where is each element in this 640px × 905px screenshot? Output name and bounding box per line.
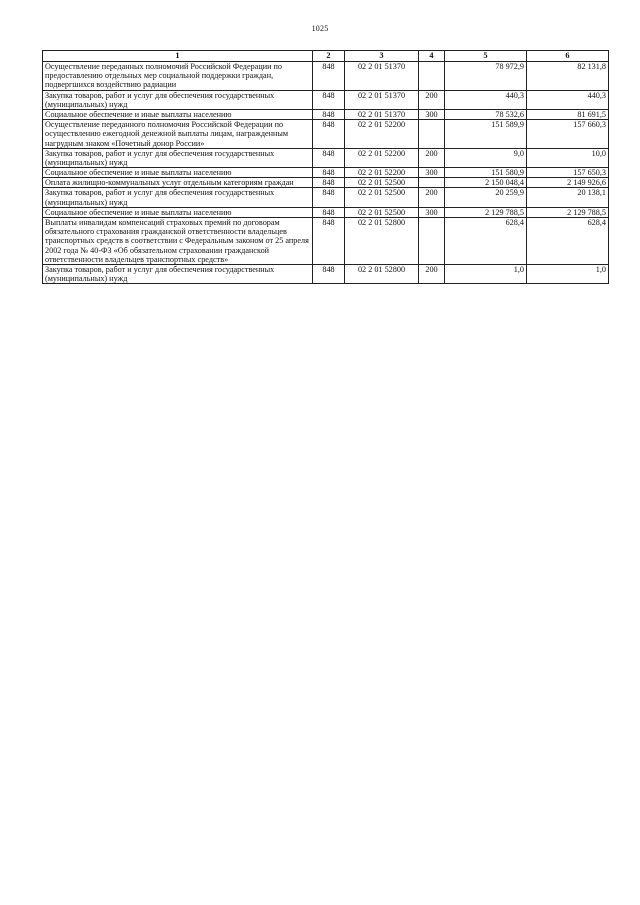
- row-ved-code-cell: 848: [313, 120, 345, 149]
- row-amount-year2-cell: 20 138,1: [527, 188, 609, 207]
- row-ved-code-cell: 848: [313, 188, 345, 207]
- table-row: [43, 90, 609, 109]
- row-amount-year2-cell: 82 131,8: [527, 62, 609, 91]
- row-amount-year1-cell: 78 972,9: [445, 62, 527, 91]
- row-ved-code-cell: 848: [313, 148, 345, 167]
- row-target-article-cell: 02 2 01 52200: [345, 168, 419, 178]
- row-name-cell: Выплаты инвалидам компенсаций страховых премий по договорам обязательного страхования гражданской ответственности владельцев транспортных средств в соответствии с Федеральным законом от 25 апреля 2002 года № 40-ФЗ «Об обязательном страховании гражданской ответственности владельцев транспортных средств»: [43, 218, 313, 265]
- row-name-cell: Закупка товаров, работ и услуг для обеспечения государственных (муниципальных) нужд: [43, 90, 313, 109]
- row-amount-year2-cell: 157 660,3: [527, 120, 609, 149]
- table-row: [43, 168, 609, 178]
- row-expense-type-cell: 200: [419, 188, 445, 207]
- row-amount-year2-cell: 81 691,5: [527, 109, 609, 119]
- row-name-cell: Закупка товаров, работ и услуг для обеспечения государственных (муниципальных) нужд: [43, 264, 313, 283]
- row-name-cell: Осуществление переданного полномочия Российской Федерации по осуществлению ежегодной денежной выплаты лицам, награжденным нагрудным знаком «Почетный донор России»: [43, 120, 313, 149]
- row-expense-type-cell: [419, 218, 445, 265]
- table-row: [43, 188, 609, 207]
- table-body: [43, 62, 609, 284]
- row-amount-year2-cell: 440,3: [527, 90, 609, 109]
- row-expense-type-cell: 200: [419, 148, 445, 167]
- table-row: [43, 178, 609, 188]
- row-ved-code-cell: 848: [313, 109, 345, 119]
- header-col-6: 6: [527, 51, 609, 62]
- header-col-4: 4: [419, 51, 445, 62]
- row-amount-year1-cell: 2 129 788,5: [445, 207, 527, 217]
- table-row: [43, 264, 609, 283]
- header-col-3: 3: [345, 51, 419, 62]
- table-row: [43, 109, 609, 119]
- row-target-article-cell: 02 2 01 52500: [345, 207, 419, 217]
- row-amount-year1-cell: 151 580,9: [445, 168, 527, 178]
- row-ved-code-cell: 848: [313, 218, 345, 265]
- row-amount-year1-cell: 9,0: [445, 148, 527, 167]
- table-row: [43, 148, 609, 167]
- row-name-cell: Оплата жилищно-коммунальных услуг отдельным категориям граждан: [43, 178, 313, 188]
- table-row: [43, 120, 609, 149]
- row-target-article-cell: 02 2 01 52200: [345, 120, 419, 149]
- row-expense-type-cell: 300: [419, 207, 445, 217]
- row-name-cell: Социальное обеспечение и иные выплаты населению: [43, 207, 313, 217]
- row-amount-year2-cell: 628,4: [527, 218, 609, 265]
- table-row: [43, 207, 609, 217]
- row-amount-year2-cell: 10,0: [527, 148, 609, 167]
- row-expense-type-cell: 300: [419, 168, 445, 178]
- row-target-article-cell: 02 2 01 52800: [345, 264, 419, 283]
- row-amount-year1-cell: 78 532,6: [445, 109, 527, 119]
- header-col-1: 1: [43, 51, 313, 62]
- row-ved-code-cell: 848: [313, 207, 345, 217]
- row-expense-type-cell: 200: [419, 90, 445, 109]
- row-expense-type-cell: [419, 178, 445, 188]
- page-number: 1025: [311, 24, 329, 33]
- row-name-cell: Осуществление переданных полномочий Российской Федерации по предоставлению отдельных мер социальной поддержки граждан, подвергшихся воздействию радиации: [43, 62, 313, 91]
- row-amount-year1-cell: 440,3: [445, 90, 527, 109]
- row-target-article-cell: 02 2 01 52500: [345, 188, 419, 207]
- row-amount-year1-cell: 2 150 048,4: [445, 178, 527, 188]
- row-target-article-cell: 02 2 01 51370: [345, 109, 419, 119]
- header-col-2: 2: [313, 51, 345, 62]
- row-name-cell: Социальное обеспечение и иные выплаты населению: [43, 109, 313, 119]
- row-target-article-cell: 02 2 01 52200: [345, 148, 419, 167]
- row-target-article-cell: 02 2 01 52500: [345, 178, 419, 188]
- header-col-5: 5: [445, 51, 527, 62]
- row-ved-code-cell: 848: [313, 264, 345, 283]
- row-amount-year2-cell: 157 650,3: [527, 168, 609, 178]
- row-name-cell: Социальное обеспечение и иные выплаты населению: [43, 168, 313, 178]
- row-amount-year2-cell: 2 129 788,5: [527, 207, 609, 217]
- table-row: [43, 218, 609, 265]
- row-target-article-cell: 02 2 01 51370: [345, 90, 419, 109]
- row-ved-code-cell: 848: [313, 90, 345, 109]
- row-amount-year1-cell: 151 589,9: [445, 120, 527, 149]
- row-target-article-cell: 02 2 01 51370: [345, 62, 419, 91]
- row-amount-year1-cell: 20 259,9: [445, 188, 527, 207]
- budget-table: [42, 50, 609, 284]
- row-ved-code-cell: 848: [313, 178, 345, 188]
- row-expense-type-cell: 300: [419, 109, 445, 119]
- row-expense-type-cell: [419, 62, 445, 91]
- row-amount-year2-cell: 1,0: [527, 264, 609, 283]
- table-header: [43, 51, 609, 62]
- row-expense-type-cell: [419, 120, 445, 149]
- row-name-cell: Закупка товаров, работ и услуг для обеспечения государственных (муниципальных) нужд: [43, 188, 313, 207]
- row-expense-type-cell: 200: [419, 264, 445, 283]
- row-amount-year2-cell: 2 149 926,6: [527, 178, 609, 188]
- row-ved-code-cell: 848: [313, 62, 345, 91]
- row-amount-year1-cell: 628,4: [445, 218, 527, 265]
- row-name-cell: Закупка товаров, работ и услуг для обеспечения государственных (муниципальных) нужд: [43, 148, 313, 167]
- row-amount-year1-cell: 1,0: [445, 264, 527, 283]
- row-target-article-cell: 02 2 01 52800: [345, 218, 419, 265]
- row-ved-code-cell: 848: [313, 168, 345, 178]
- header-row: [43, 51, 609, 62]
- table-row: [43, 62, 609, 91]
